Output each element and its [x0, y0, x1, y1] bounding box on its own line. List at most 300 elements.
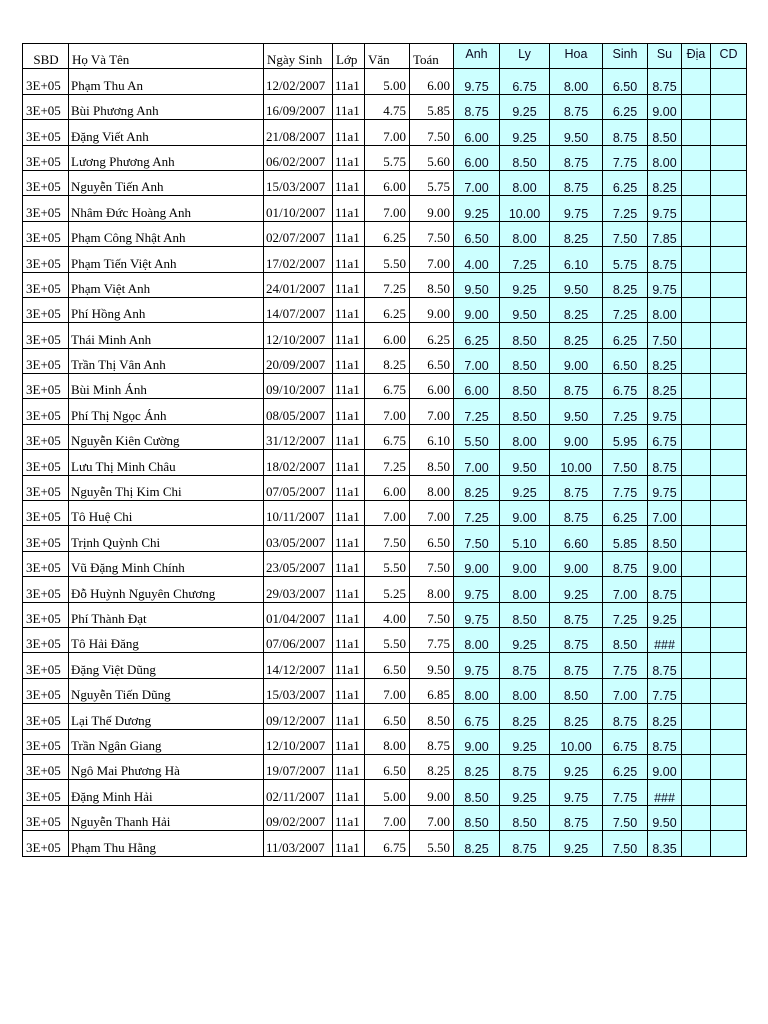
table-row: [23, 69, 747, 94]
cell-hoa: 9.25: [550, 577, 603, 602]
cell-dob: 08/05/2007: [264, 399, 333, 424]
cell-sbd: 3E+05: [23, 297, 69, 322]
cell-cd: [711, 221, 747, 246]
cell-su: 7.75: [648, 678, 682, 703]
table-row: [23, 272, 747, 297]
cell-ly: 8.75: [500, 754, 550, 779]
cell-van: 7.50: [365, 526, 410, 551]
cell-name: Trần Ngân Giang: [69, 729, 264, 754]
cell-hoa: 8.00: [550, 69, 603, 94]
cell-class: 11a1: [333, 170, 365, 195]
cell-anh: 8.00: [454, 678, 500, 703]
cell-name: Đỗ Huỳnh Nguyên Chương: [69, 577, 264, 602]
cell-ly: 8.75: [500, 831, 550, 856]
cell-dia: [682, 145, 711, 170]
cell-dob: 15/03/2007: [264, 170, 333, 195]
cell-dob: 19/07/2007: [264, 754, 333, 779]
cell-hoa: 10.00: [550, 729, 603, 754]
cell-su: 9.00: [648, 94, 682, 119]
cell-van: 5.50: [365, 627, 410, 652]
cell-dob: 02/11/2007: [264, 780, 333, 805]
cell-dia: [682, 120, 711, 145]
cell-name: Phạm Thu Hằng: [69, 831, 264, 856]
cell-sinh: 8.75: [603, 551, 648, 576]
cell-cd: [711, 69, 747, 94]
cell-su: 9.00: [648, 754, 682, 779]
cell-sinh: 7.25: [603, 196, 648, 221]
cell-sbd: 3E+05: [23, 627, 69, 652]
cell-ly: 9.25: [500, 475, 550, 500]
cell-sbd: 3E+05: [23, 754, 69, 779]
cell-dob: 06/02/2007: [264, 145, 333, 170]
table-row: [23, 678, 747, 703]
cell-van: 7.00: [365, 678, 410, 703]
cell-hoa: 9.75: [550, 196, 603, 221]
cell-sbd: 3E+05: [23, 678, 69, 703]
cell-cd: [711, 678, 747, 703]
cell-ly: 8.25: [500, 704, 550, 729]
cell-sinh: 7.75: [603, 780, 648, 805]
cell-van: 7.00: [365, 501, 410, 526]
cell-anh: 8.75: [454, 94, 500, 119]
table-row: [23, 704, 747, 729]
cell-sinh: 6.25: [603, 323, 648, 348]
cell-toan: 8.00: [410, 475, 454, 500]
cell-sbd: 3E+05: [23, 805, 69, 830]
cell-anh: 7.50: [454, 526, 500, 551]
cell-dob: 09/02/2007: [264, 805, 333, 830]
cell-sinh: 8.75: [603, 704, 648, 729]
col-header-anh: Anh: [454, 44, 500, 69]
cell-dia: [682, 653, 711, 678]
cell-dob: 07/05/2007: [264, 475, 333, 500]
cell-dia: [682, 704, 711, 729]
cell-name: Nguyễn Thị Kim Chi: [69, 475, 264, 500]
cell-dob: 31/12/2007: [264, 424, 333, 449]
cell-hoa: 8.25: [550, 704, 603, 729]
cell-cd: [711, 551, 747, 576]
cell-sinh: 6.25: [603, 501, 648, 526]
cell-dia: [682, 94, 711, 119]
cell-sbd: 3E+05: [23, 602, 69, 627]
cell-dia: [682, 221, 711, 246]
cell-van: 5.00: [365, 780, 410, 805]
cell-dob: 09/10/2007: [264, 374, 333, 399]
cell-dia: [682, 323, 711, 348]
cell-toan: 7.00: [410, 399, 454, 424]
col-header-toan: Toán: [410, 44, 454, 69]
cell-hoa: 8.25: [550, 221, 603, 246]
cell-class: 11a1: [333, 120, 365, 145]
cell-su: 8.25: [648, 374, 682, 399]
cell-sbd: 3E+05: [23, 653, 69, 678]
cell-su: ###: [648, 627, 682, 652]
cell-hoa: 9.50: [550, 120, 603, 145]
cell-class: 11a1: [333, 577, 365, 602]
cell-hoa: 9.00: [550, 424, 603, 449]
cell-class: 11a1: [333, 69, 365, 94]
col-header-dob: Ngày Sinh: [264, 44, 333, 69]
cell-ly: 8.50: [500, 805, 550, 830]
cell-name: Bùi Phương Anh: [69, 94, 264, 119]
score-table: [22, 43, 747, 857]
cell-anh: 9.75: [454, 69, 500, 94]
cell-hoa: 8.75: [550, 374, 603, 399]
cell-toan: 8.25: [410, 754, 454, 779]
col-header-su: Su: [648, 44, 682, 69]
cell-ly: 9.25: [500, 780, 550, 805]
cell-sinh: 7.50: [603, 221, 648, 246]
cell-su: 8.75: [648, 729, 682, 754]
cell-anh: 9.75: [454, 602, 500, 627]
cell-class: 11a1: [333, 627, 365, 652]
cell-ly: 10.00: [500, 196, 550, 221]
cell-toan: 7.50: [410, 120, 454, 145]
table-row: [23, 653, 747, 678]
cell-dia: [682, 475, 711, 500]
cell-van: 6.75: [365, 424, 410, 449]
cell-class: 11a1: [333, 424, 365, 449]
cell-su: 8.50: [648, 120, 682, 145]
col-header-sbd: SBD: [23, 44, 69, 69]
table-row: [23, 120, 747, 145]
cell-sbd: 3E+05: [23, 450, 69, 475]
col-header-ly: Ly: [500, 44, 550, 69]
cell-anh: 7.25: [454, 501, 500, 526]
cell-anh: 6.25: [454, 323, 500, 348]
col-header-van: Văn: [365, 44, 410, 69]
cell-su: 9.75: [648, 272, 682, 297]
cell-cd: [711, 704, 747, 729]
cell-cd: [711, 831, 747, 856]
cell-dob: 01/04/2007: [264, 602, 333, 627]
cell-class: 11a1: [333, 348, 365, 373]
cell-ly: 7.25: [500, 247, 550, 272]
cell-dia: [682, 602, 711, 627]
cell-sbd: 3E+05: [23, 323, 69, 348]
cell-dob: 29/03/2007: [264, 577, 333, 602]
cell-sinh: 7.75: [603, 475, 648, 500]
cell-sbd: 3E+05: [23, 577, 69, 602]
cell-cd: [711, 145, 747, 170]
cell-hoa: 8.75: [550, 145, 603, 170]
cell-ly: 8.50: [500, 374, 550, 399]
cell-su: 8.00: [648, 297, 682, 322]
cell-ly: 9.00: [500, 501, 550, 526]
cell-ly: 9.25: [500, 272, 550, 297]
cell-class: 11a1: [333, 678, 365, 703]
cell-cd: [711, 653, 747, 678]
cell-hoa: 9.75: [550, 780, 603, 805]
cell-ly: 8.50: [500, 323, 550, 348]
cell-ly: 8.00: [500, 577, 550, 602]
cell-toan: 7.50: [410, 551, 454, 576]
cell-cd: [711, 297, 747, 322]
cell-name: Nguyễn Kiên Cường: [69, 424, 264, 449]
cell-class: 11a1: [333, 526, 365, 551]
cell-sinh: 5.85: [603, 526, 648, 551]
cell-dia: [682, 678, 711, 703]
cell-dia: [682, 551, 711, 576]
cell-toan: 9.50: [410, 653, 454, 678]
cell-toan: 6.50: [410, 348, 454, 373]
cell-dob: 01/10/2007: [264, 196, 333, 221]
cell-dia: [682, 780, 711, 805]
cell-anh: 6.00: [454, 145, 500, 170]
cell-dob: 15/03/2007: [264, 678, 333, 703]
cell-hoa: 8.75: [550, 653, 603, 678]
cell-cd: [711, 399, 747, 424]
cell-su: 9.00: [648, 551, 682, 576]
cell-toan: 7.50: [410, 221, 454, 246]
cell-ly: 9.25: [500, 120, 550, 145]
cell-toan: 5.50: [410, 831, 454, 856]
cell-dia: [682, 450, 711, 475]
cell-van: 6.00: [365, 475, 410, 500]
cell-anh: 6.75: [454, 704, 500, 729]
cell-toan: 5.75: [410, 170, 454, 195]
cell-anh: 9.50: [454, 272, 500, 297]
cell-name: Tô Hải Đăng: [69, 627, 264, 652]
cell-ly: 9.25: [500, 94, 550, 119]
cell-class: 11a1: [333, 196, 365, 221]
cell-anh: 7.25: [454, 399, 500, 424]
cell-anh: 8.50: [454, 780, 500, 805]
cell-sinh: 7.50: [603, 805, 648, 830]
cell-toan: 5.60: [410, 145, 454, 170]
cell-van: 8.25: [365, 348, 410, 373]
cell-dia: [682, 170, 711, 195]
cell-van: 7.00: [365, 805, 410, 830]
cell-sbd: 3E+05: [23, 551, 69, 576]
cell-sbd: 3E+05: [23, 272, 69, 297]
cell-anh: 9.00: [454, 729, 500, 754]
cell-van: 6.75: [365, 374, 410, 399]
cell-anh: 6.00: [454, 374, 500, 399]
cell-van: 6.00: [365, 170, 410, 195]
cell-class: 11a1: [333, 221, 365, 246]
cell-class: 11a1: [333, 653, 365, 678]
cell-ly: 8.50: [500, 145, 550, 170]
cell-van: 7.25: [365, 272, 410, 297]
cell-cd: [711, 627, 747, 652]
cell-sinh: 6.25: [603, 170, 648, 195]
cell-class: 11a1: [333, 805, 365, 830]
cell-hoa: 8.75: [550, 627, 603, 652]
cell-dia: [682, 196, 711, 221]
cell-su: 8.25: [648, 348, 682, 373]
cell-sinh: 5.75: [603, 247, 648, 272]
cell-sinh: 7.50: [603, 831, 648, 856]
cell-anh: 9.75: [454, 577, 500, 602]
cell-dob: 09/12/2007: [264, 704, 333, 729]
cell-su: 7.00: [648, 501, 682, 526]
cell-su: 9.25: [648, 602, 682, 627]
cell-class: 11a1: [333, 323, 365, 348]
cell-anh: 7.00: [454, 348, 500, 373]
cell-anh: 8.00: [454, 627, 500, 652]
col-header-sinh: Sinh: [603, 44, 648, 69]
cell-cd: [711, 323, 747, 348]
cell-toan: 6.00: [410, 69, 454, 94]
cell-anh: 9.00: [454, 297, 500, 322]
cell-dob: 17/02/2007: [264, 247, 333, 272]
cell-name: Nguyễn Tiến Dũng: [69, 678, 264, 703]
cell-class: 11a1: [333, 501, 365, 526]
cell-su: 8.35: [648, 831, 682, 856]
cell-name: Phạm Thu An: [69, 69, 264, 94]
cell-van: 7.25: [365, 450, 410, 475]
table-row: [23, 501, 747, 526]
cell-anh: 9.25: [454, 196, 500, 221]
cell-sinh: 7.50: [603, 450, 648, 475]
cell-su: 8.50: [648, 526, 682, 551]
cell-class: 11a1: [333, 399, 365, 424]
cell-hoa: 9.25: [550, 754, 603, 779]
cell-class: 11a1: [333, 831, 365, 856]
cell-name: Đặng Minh Hải: [69, 780, 264, 805]
cell-sinh: 7.25: [603, 297, 648, 322]
cell-ly: 8.00: [500, 678, 550, 703]
cell-toan: 8.50: [410, 272, 454, 297]
table-row: [23, 754, 747, 779]
table-row: [23, 805, 747, 830]
cell-class: 11a1: [333, 297, 365, 322]
cell-toan: 9.00: [410, 297, 454, 322]
cell-dob: 11/03/2007: [264, 831, 333, 856]
cell-dia: [682, 627, 711, 652]
cell-dob: 07/06/2007: [264, 627, 333, 652]
cell-van: 6.50: [365, 704, 410, 729]
cell-ly: 8.50: [500, 399, 550, 424]
cell-class: 11a1: [333, 374, 365, 399]
cell-su: 8.75: [648, 450, 682, 475]
cell-sbd: 3E+05: [23, 221, 69, 246]
cell-class: 11a1: [333, 551, 365, 576]
cell-name: Lưu Thị Minh Châu: [69, 450, 264, 475]
cell-sinh: 5.95: [603, 424, 648, 449]
cell-toan: 8.50: [410, 704, 454, 729]
cell-cd: [711, 526, 747, 551]
cell-toan: 7.00: [410, 247, 454, 272]
cell-dia: [682, 247, 711, 272]
cell-hoa: 8.25: [550, 297, 603, 322]
cell-sbd: 3E+05: [23, 831, 69, 856]
cell-sbd: 3E+05: [23, 475, 69, 500]
cell-ly: 9.25: [500, 627, 550, 652]
cell-su: 6.75: [648, 424, 682, 449]
table-row: [23, 170, 747, 195]
cell-anh: 9.00: [454, 551, 500, 576]
cell-sbd: 3E+05: [23, 780, 69, 805]
cell-anh: 4.00: [454, 247, 500, 272]
cell-van: 5.75: [365, 145, 410, 170]
cell-class: 11a1: [333, 704, 365, 729]
cell-name: Bùi Minh Ánh: [69, 374, 264, 399]
cell-dob: 16/09/2007: [264, 94, 333, 119]
cell-sbd: 3E+05: [23, 247, 69, 272]
table-row: [23, 577, 747, 602]
cell-ly: 5.10: [500, 526, 550, 551]
cell-van: 5.50: [365, 551, 410, 576]
cell-dob: 12/02/2007: [264, 69, 333, 94]
header-row: [23, 44, 747, 69]
cell-sbd: 3E+05: [23, 196, 69, 221]
cell-cd: [711, 247, 747, 272]
col-header-dia: Địa: [682, 44, 711, 69]
cell-toan: 7.00: [410, 805, 454, 830]
cell-class: 11a1: [333, 145, 365, 170]
cell-ly: 8.50: [500, 348, 550, 373]
cell-dia: [682, 424, 711, 449]
cell-van: 4.75: [365, 94, 410, 119]
cell-hoa: 9.00: [550, 551, 603, 576]
cell-ly: 8.00: [500, 221, 550, 246]
cell-anh: 8.25: [454, 475, 500, 500]
cell-van: 6.00: [365, 323, 410, 348]
cell-cd: [711, 120, 747, 145]
cell-dob: 14/07/2007: [264, 297, 333, 322]
cell-cd: [711, 780, 747, 805]
table-row: [23, 196, 747, 221]
table-row: [23, 323, 747, 348]
cell-hoa: 8.75: [550, 501, 603, 526]
cell-van: 5.25: [365, 577, 410, 602]
cell-cd: [711, 729, 747, 754]
cell-class: 11a1: [333, 247, 365, 272]
cell-name: Đặng Viết Anh: [69, 120, 264, 145]
cell-cd: [711, 805, 747, 830]
cell-sbd: 3E+05: [23, 526, 69, 551]
cell-anh: 5.50: [454, 424, 500, 449]
table-row: [23, 475, 747, 500]
cell-hoa: 8.75: [550, 602, 603, 627]
cell-sinh: 6.50: [603, 69, 648, 94]
cell-su: 8.75: [648, 247, 682, 272]
cell-hoa: 9.50: [550, 272, 603, 297]
table-row: [23, 831, 747, 856]
cell-name: Phạm Tiến Việt Anh: [69, 247, 264, 272]
cell-hoa: 9.50: [550, 399, 603, 424]
cell-sbd: 3E+05: [23, 501, 69, 526]
cell-toan: 6.00: [410, 374, 454, 399]
cell-class: 11a1: [333, 729, 365, 754]
cell-name: Lương Phương Anh: [69, 145, 264, 170]
cell-ly: 9.00: [500, 551, 550, 576]
cell-van: 6.50: [365, 754, 410, 779]
cell-dia: [682, 805, 711, 830]
cell-toan: 7.00: [410, 501, 454, 526]
cell-hoa: 6.10: [550, 247, 603, 272]
cell-dob: 18/02/2007: [264, 450, 333, 475]
cell-sbd: 3E+05: [23, 704, 69, 729]
cell-toan: 6.85: [410, 678, 454, 703]
cell-hoa: 10.00: [550, 450, 603, 475]
cell-cd: [711, 450, 747, 475]
col-header-hoa: Hoa: [550, 44, 603, 69]
cell-name: Phí Thị Ngọc Ánh: [69, 399, 264, 424]
cell-sinh: 6.75: [603, 374, 648, 399]
cell-sbd: 3E+05: [23, 69, 69, 94]
table-row: [23, 247, 747, 272]
cell-sbd: 3E+05: [23, 348, 69, 373]
table-row: [23, 526, 747, 551]
cell-dob: 02/07/2007: [264, 221, 333, 246]
cell-dob: 03/05/2007: [264, 526, 333, 551]
cell-hoa: 6.60: [550, 526, 603, 551]
cell-toan: 5.85: [410, 94, 454, 119]
cell-su: 9.75: [648, 399, 682, 424]
